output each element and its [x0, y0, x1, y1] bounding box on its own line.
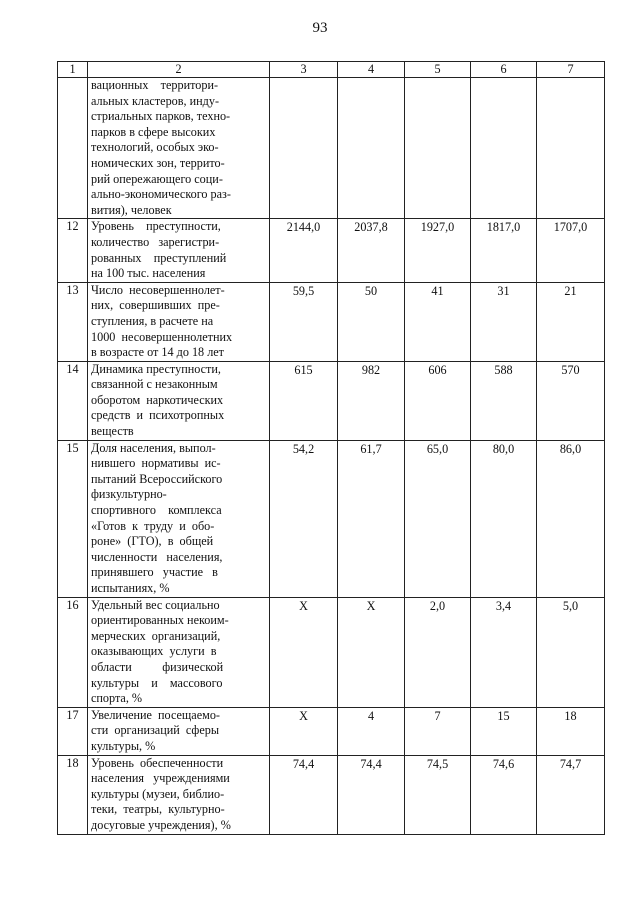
- description-line: стриальных парков, техно-: [91, 109, 231, 124]
- description-line: парков в сфере высоких: [91, 124, 216, 139]
- row-number: [58, 78, 88, 219]
- description-line: технологий, особых эко-: [91, 140, 219, 155]
- description-line: теки, театры, культурно-: [91, 802, 225, 817]
- row-number: 14: [58, 361, 88, 440]
- cell-value: 18: [564, 708, 577, 723]
- cell-value: 1707,0: [553, 220, 588, 235]
- cell-value: 50: [364, 283, 378, 298]
- description-line: Уровень преступности,: [91, 219, 221, 234]
- description-line: вития), человек: [91, 202, 172, 217]
- description-line: культуры, %: [91, 738, 156, 753]
- indicator-description: [88, 78, 270, 219]
- description-line: средств и психотропных: [91, 408, 225, 423]
- cell-value: 21: [564, 283, 577, 298]
- column-header: 5: [405, 62, 471, 78]
- value-cell: [405, 361, 471, 440]
- description-line: области физической: [91, 659, 224, 674]
- cell-value: 2144,0: [286, 220, 321, 235]
- value-cell: [405, 440, 471, 597]
- indicator-description: [88, 707, 270, 755]
- value-cell: [270, 755, 338, 834]
- page-number: 93: [312, 20, 328, 36]
- value-cell: [338, 597, 405, 707]
- value-cell: [405, 78, 471, 219]
- value-cell: [270, 361, 338, 440]
- table-row: [58, 219, 605, 282]
- description-line: Число несовершеннолет-: [91, 282, 225, 297]
- description-line: нившего нормативы ис-: [91, 456, 221, 471]
- value-cell: [338, 707, 405, 755]
- row-number: 16: [58, 597, 88, 707]
- value-cell: [471, 597, 537, 707]
- row-number: 17: [58, 707, 88, 755]
- value-cell: [537, 440, 605, 597]
- value-cell: [405, 707, 471, 755]
- cell-value: 74,4: [292, 756, 315, 771]
- description-line: культуры и массового: [91, 675, 223, 690]
- value-cell: [338, 755, 405, 834]
- description-line: в возрасте от 14 до 18 лет: [91, 345, 225, 360]
- table-row: [58, 597, 605, 707]
- value-cell: [270, 219, 338, 282]
- value-cell: [471, 707, 537, 755]
- value-cell: [537, 755, 605, 834]
- value-cell: [270, 78, 338, 219]
- row-number: 12: [58, 219, 88, 282]
- value-cell: [338, 440, 405, 597]
- description-line: на 100 тыс. населения: [91, 266, 206, 281]
- row-number: 13: [58, 282, 88, 361]
- cell-value: 74,5: [426, 756, 449, 771]
- value-cell: [471, 755, 537, 834]
- cell-value: 615: [294, 362, 313, 377]
- value-cell: [338, 361, 405, 440]
- column-number-header-row: [58, 62, 605, 78]
- value-cell: [471, 440, 537, 597]
- description-line: них, совершивших пре-: [91, 298, 220, 313]
- description-line: населения учреждениями: [91, 771, 230, 786]
- cell-value: 588: [494, 362, 513, 377]
- description-line: альных кластеров, инду-: [91, 93, 219, 108]
- description-line: Уровень обеспеченности: [91, 755, 224, 770]
- table-row: [58, 755, 605, 834]
- cell-value: 3,4: [495, 598, 512, 613]
- description-line: Динамика преступности,: [91, 361, 221, 376]
- cell-value: 54,2: [292, 441, 315, 456]
- cell-value: 59,5: [292, 283, 315, 298]
- indicators-table: [57, 61, 605, 835]
- description-line: рий опережающего соци-: [91, 171, 223, 186]
- cell-value: 80,0: [492, 441, 515, 456]
- description-line: Увеличение посещаемо-: [91, 707, 220, 722]
- description-line: роне» (ГТО), в общей: [91, 534, 214, 549]
- table-row: [58, 707, 605, 755]
- value-cell: [270, 440, 338, 597]
- description-line: вационных территори-: [91, 78, 219, 92]
- value-cell: [270, 707, 338, 755]
- value-cell: [537, 219, 605, 282]
- cell-value: 5,0: [562, 598, 579, 613]
- description-line: испытаниях, %: [91, 581, 170, 595]
- value-cell: [537, 78, 605, 219]
- value-cell: [338, 219, 405, 282]
- cell-value: 74,4: [360, 756, 382, 771]
- description-line: спорта, %: [91, 691, 143, 706]
- value-cell: [471, 282, 537, 361]
- description-line: Доля населения, выпол-: [91, 440, 216, 455]
- description-line: веществ: [91, 424, 134, 439]
- value-cell: [471, 361, 537, 440]
- row-number: 18: [58, 755, 88, 834]
- cell-value: 86,0: [559, 441, 582, 456]
- cell-value: 1817,0: [486, 220, 521, 235]
- cell-value: 570: [561, 362, 580, 377]
- indicator-description: [88, 597, 270, 707]
- column-header: 1: [58, 62, 88, 78]
- description-line: физкультурно-: [91, 487, 167, 502]
- cell-value: 74,6: [492, 756, 515, 771]
- description-line: спортивного комплекса: [91, 503, 222, 518]
- table-row: [58, 78, 605, 219]
- description-line: принявшего участие в: [91, 565, 218, 580]
- cell-value: 15: [497, 708, 510, 723]
- indicator-description: [88, 219, 270, 282]
- value-cell: [405, 597, 471, 707]
- value-cell: [537, 707, 605, 755]
- cell-value: 2037,8: [354, 220, 388, 235]
- description-line: мерческих организаций,: [91, 628, 221, 643]
- value-cell: [537, 282, 605, 361]
- description-line: номических зон, террито-: [91, 155, 225, 170]
- row-number: 15: [58, 440, 88, 597]
- description-line: численности населения,: [91, 549, 223, 564]
- cell-value: 982: [361, 362, 381, 377]
- description-line: ступления, в расчете на: [91, 313, 214, 328]
- column-header: 6: [471, 62, 537, 78]
- table-row: [58, 361, 605, 440]
- column-header: 2: [88, 62, 270, 78]
- cell-value: 4: [367, 708, 375, 723]
- column-header: 3: [270, 62, 338, 78]
- description-line: связанной с незаконным: [91, 377, 218, 392]
- table-row: [58, 440, 605, 597]
- value-cell: [471, 78, 537, 219]
- value-cell: [338, 282, 405, 361]
- cell-value: 31: [497, 283, 510, 298]
- cell-value: Х: [299, 708, 308, 723]
- value-cell: [405, 755, 471, 834]
- indicator-description: [88, 755, 270, 834]
- indicator-description: [88, 282, 270, 361]
- value-cell: [537, 361, 605, 440]
- cell-value: Х: [299, 598, 308, 613]
- description-line: культуры (музеи, библио-: [91, 786, 225, 801]
- table-row: [58, 282, 605, 361]
- indicator-description: [88, 361, 270, 440]
- value-cell: [537, 597, 605, 707]
- cell-value: 74,7: [559, 756, 582, 771]
- description-line: сти организаций сферы: [91, 723, 220, 738]
- cell-value: 606: [428, 362, 447, 377]
- description-line: ориентированных некоим-: [91, 613, 229, 628]
- value-cell: [270, 282, 338, 361]
- description-line: пытаний Всероссийского: [91, 471, 223, 486]
- description-line: рованных преступлений: [91, 250, 227, 265]
- description-line: количество зарегистри-: [91, 234, 220, 249]
- description-line: досуговые учреждения), %: [91, 817, 231, 832]
- cell-value: Х: [366, 598, 376, 613]
- value-cell: [405, 219, 471, 282]
- indicator-description: [88, 440, 270, 597]
- value-cell: [338, 78, 405, 219]
- cell-value: 2,0: [429, 598, 446, 613]
- cell-value: 7: [434, 708, 441, 723]
- cell-value: 61,7: [360, 441, 382, 456]
- cell-value: 65,0: [426, 441, 449, 456]
- description-line: 1000 несовершеннолетних: [91, 329, 233, 344]
- description-line: ально-экономического раз-: [91, 187, 231, 202]
- description-line: оборотом наркотических: [91, 392, 224, 407]
- column-header: 7: [537, 62, 605, 78]
- description-line: оказывающих услуги в: [91, 644, 217, 659]
- cell-value: 41: [431, 283, 444, 298]
- column-header: 4: [338, 62, 405, 78]
- cell-value: 1927,0: [420, 220, 455, 235]
- value-cell: [471, 219, 537, 282]
- value-cell: [405, 282, 471, 361]
- description-line: «Готов к труду и обо-: [91, 518, 215, 533]
- description-line: Удельный вес социально: [91, 597, 220, 612]
- value-cell: [270, 597, 338, 707]
